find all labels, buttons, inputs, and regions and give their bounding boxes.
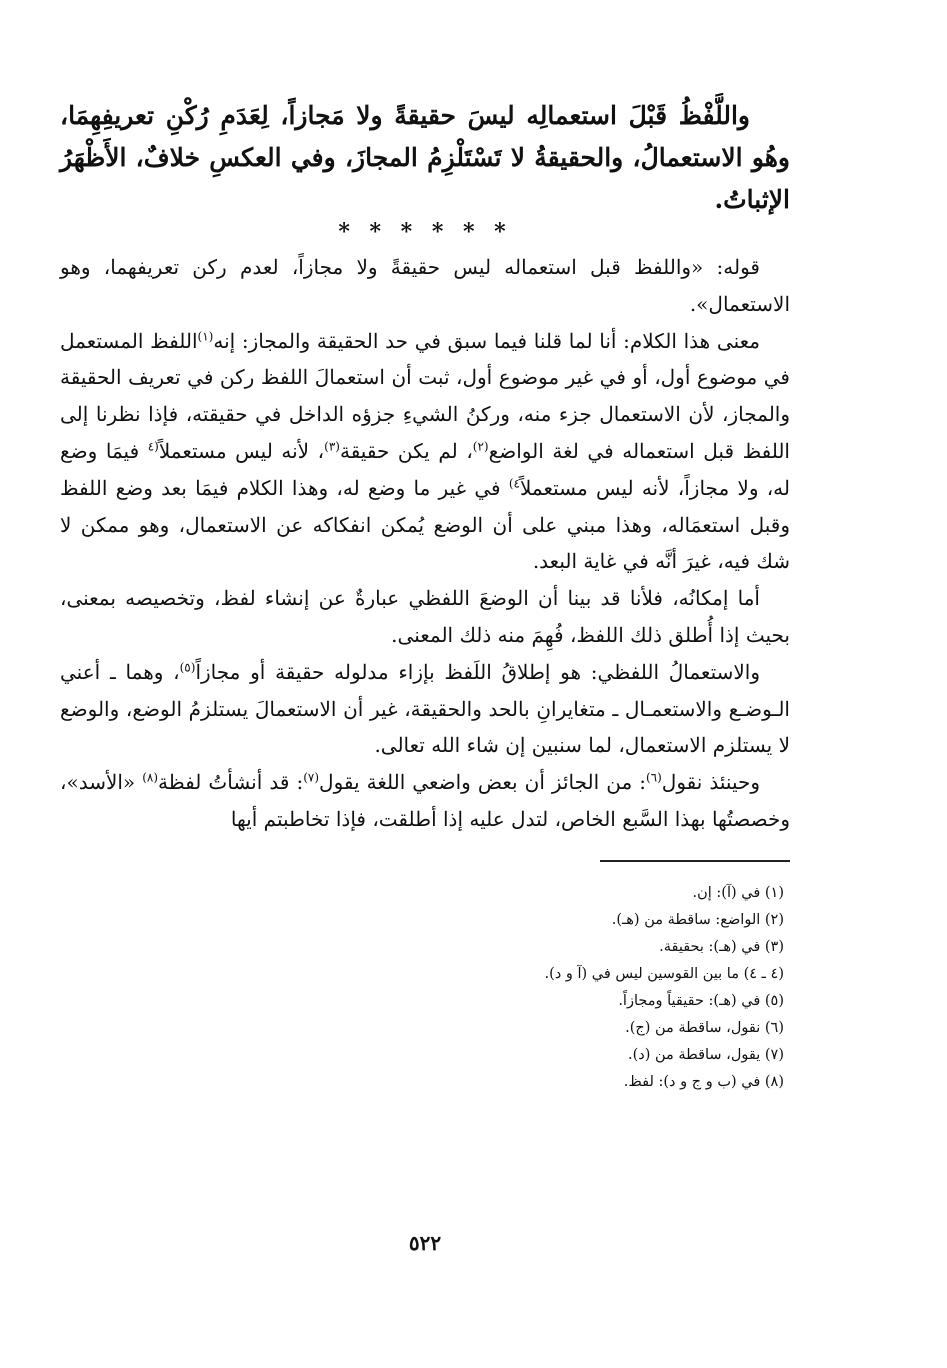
p2-text-e: فيمَا وضع له، ولا مجازاً، لأنه ليس مستعملاً [60,438,790,500]
footnote-marker-3: (٣) [324,439,340,454]
footnote-5: (٥) في (هـ): حقيقياً ومجازاً. [618,992,784,1009]
p5-text-a: وحينئذ نقول [661,770,760,795]
document-page [60,95,790,1345]
footnote-marker-4-open: (٤ [147,439,159,454]
p2-text-d: ، لأنه ليس مستعملاً [158,438,325,463]
quote-paragraph: قوله: «واللفظ قبل استعماله ليس حقيقةً ولا مجازاً، لعدم ركن تعريفهما، وهو الاستعمال». [60,255,790,316]
footnote-7: (٧) يقول، ساقطة من (د). [628,1046,784,1063]
footnote-marker-7: (٧) [303,770,320,785]
footnote-marker-1: (١) [197,328,214,343]
p2-text-a: معنى هذا الكلام: أنا لما قلنا فيما سبق في حد الحقيقة والمجاز: إنه [213,328,760,353]
paragraph-then [60,764,790,838]
p2-text-b: اللفظ المستعمل في موضوع أول، أو في غير موضوع أول، ثبت أن استعمالَ اللفظ ركن في تعريف الحقيقة والمجاز، لأن الاستعمال جزء منه، وركنُ الشيءِ جزؤه الداخل في حقيقته، فإذا نظرنا إلى اللفظ قبل استعماله في لغة الواضع [60,328,791,463]
footnote-3: (٣) في (هـ): بحقيقة. [659,938,784,955]
paragraph-usage [60,654,790,764]
footnote-6: (٦) نقول، ساقطة من (ج). [625,1019,784,1036]
footnote-marker-8: (٨) [142,770,159,785]
p4-text-a: والاستعمالُ اللفظي: هو إطلاقُ اللَفظ بإزاء مدلوله حقيقة أو مجازاً [195,659,760,684]
footnote-marker-5: (٥) [179,660,196,675]
footnote-4: (٤ ـ ٤) ما بين القوسين ليس في (آ و د). [544,965,784,982]
p2-text-f: في غير ما وضع له، وهذا الكلام فيمَا بعد وضع اللفظ وقبل استعمَاله، وهذا مبني على أن الوضع يُمكن انفكاكه عن الاستعمال، وهو ممكن لا شك فيه، غيرَ أنَّه في غاية البعد. [60,475,790,574]
p5-text-c: : قد أنشأتُ لفظة [158,770,304,795]
footnote-marker-2: (٢) [472,439,489,454]
matn-text: واللَّفْظُ قَبْلَ استعمالِه ليسَ حقيقةً ولا مَجازاً، لِعَدَمِ رُكْنِ تعريفِهِمَا، وهُو الاستعمالُ، والحقيقةُ لا تَسْتَلْزِمُ المجازَ، وفي العكسِ خلافٌ، الأَظْهَرُ الإثباتُ. [60,101,790,214]
footnote-marker-4-close: ٤) [508,476,520,491]
footnote-marker-6: (٦) [645,770,662,785]
paragraph-possibility: أما إمكانُه، فلأنا قد بينا أن الوضعَ اللفظي عبارةٌ عن إنشاء لفظ، وتخصيصه بمعنى، بحيث إذا أُطلق ذلك اللفظ، فُهِمَ منه ذلك المعنى. [60,586,790,647]
footnote-2: (٢) الواضع: ساقطة من (هـ). [611,911,784,928]
footnote-1: (١) في (آ): إن. [692,884,784,901]
p4-text-b: ، وهما ـ أعني الـوضـع والاستعمـال ـ متغايرانِ بالحد والحقيقة، غير أن الاستعمالَ يستلزمُ الوضع، والوضع لا يستلزم الاستعمال، لما سنبين إن شاء الله تعالى. [60,659,790,758]
section-divider-stars: * * * * * * [338,219,512,245]
page-number: ٥٢٢ [408,1231,442,1255]
paragraph-meaning [60,323,790,581]
p5-text-d: «الأسد»، وخصصتُها بهذا السَّبع الخاص، لتدل عليه إذا أطلقت، فإذا تخاطبتم أيها [60,770,790,831]
p2-text-c: ، لم يكن حقيقة [339,438,473,463]
p5-text-b: : من الجائز أن بعض واضعي اللغة يقول [319,770,646,795]
footnotes [60,880,790,1096]
footnote-separator [600,860,790,862]
footnote-8: (٨) في (ب و ج و د): لفظ. [623,1073,784,1090]
